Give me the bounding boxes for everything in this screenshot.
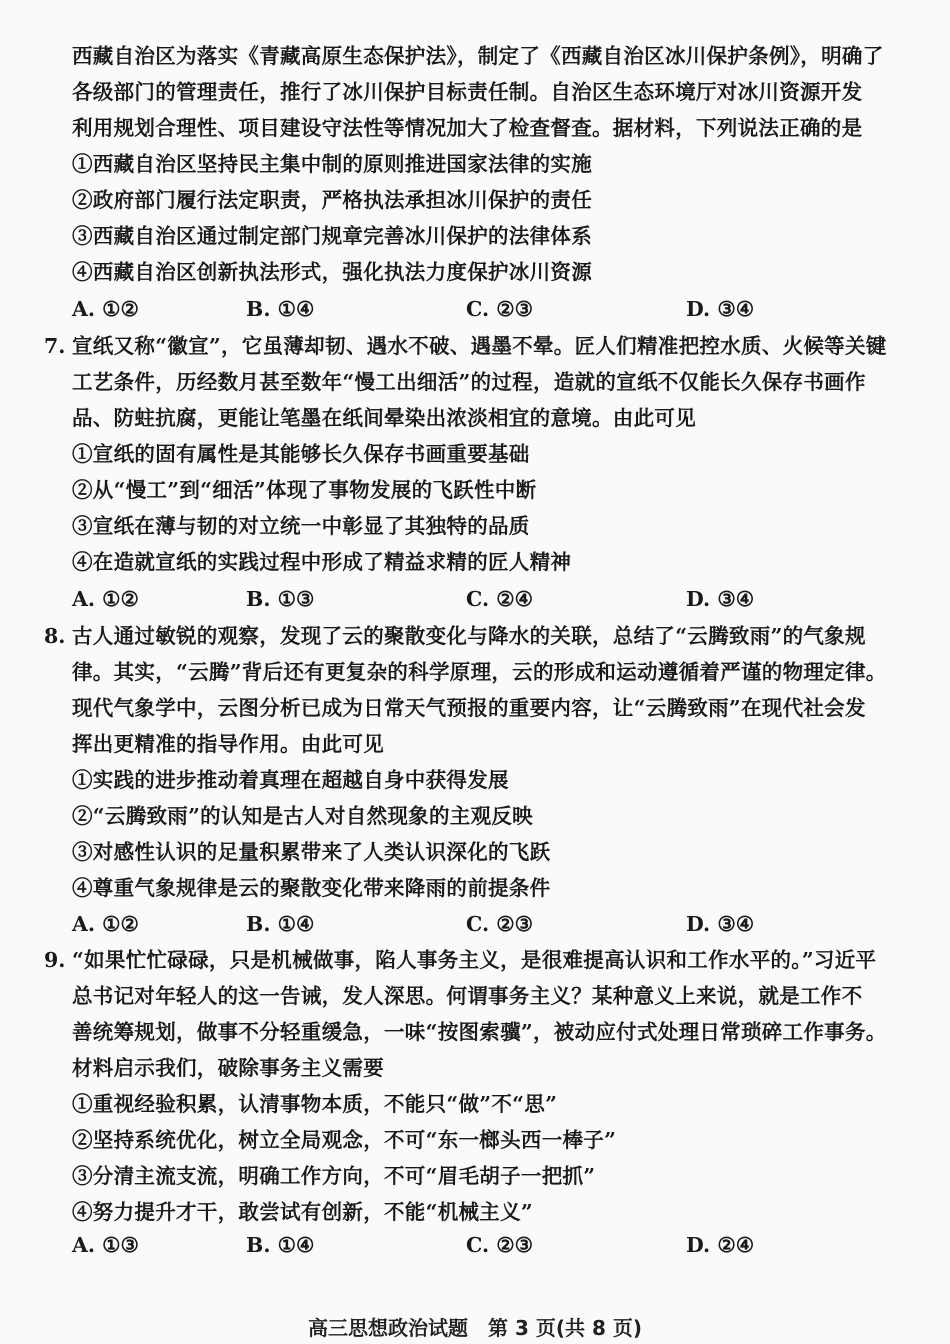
- q8-stem-line-1: 古人通过敏锐的观察，发现了云的聚散变化与降水的关联，总结了“云腾致雨”的气象规: [72, 624, 866, 648]
- q6-stem-line-2: 各级部门的管理责任，推行了冰川保护目标责任制。自治区生态环境厅对冰川资源开发: [72, 80, 863, 104]
- q6-item-2: ②政府部门履行法定职责，严格执法承担冰川保护的责任: [72, 188, 592, 212]
- q7-option-a[interactable]: A. ①②: [72, 587, 139, 611]
- q9-item-1: ①重视经验积累，认清事物本质，不能只“做”不“思”: [72, 1092, 558, 1116]
- page-footer-text: 高三思想政治试题 第 3 页(共 8 页): [308, 1316, 642, 1340]
- q7-option-b[interactable]: B. ①③: [246, 587, 315, 611]
- q8-option-d[interactable]: D. ③④: [686, 912, 755, 936]
- q7-option-d[interactable]: D. ③④: [686, 587, 755, 611]
- q8-item-2: ②“云腾致雨”的认知是古人对自然现象的主观反映: [72, 804, 533, 828]
- q8-number: 8.: [44, 624, 66, 648]
- q6-option-c[interactable]: C. ②③: [466, 297, 533, 321]
- q9-stem-line-1: “如果忙忙碌碌，只是机械做事，陷人事务主义，是很难提高认识和工作水平的。”习近平: [72, 948, 877, 972]
- q9-options: [72, 1230, 892, 1260]
- q9-number: 9.: [44, 948, 66, 972]
- q8-option-a[interactable]: A. ①②: [72, 912, 139, 936]
- q8-options: [72, 909, 892, 939]
- q9-item-3: ③分清主流支流，明确工作方向，不可“眉毛胡子一把抓”: [72, 1164, 596, 1188]
- q9-stem-line-4: 材料启示我们，破除事务主义需要: [72, 1056, 384, 1080]
- q9-stem-line-3: 善统筹规划，做事不分轻重缓急，一味“按图索骥”，被动应付式处理日常琐碎工作事务。: [72, 1020, 887, 1044]
- q7-item-3: ③宣纸在薄与韧的对立统一中彰显了其独特的品质: [72, 514, 530, 538]
- q7-stem-line-2: 工艺条件，历经数月甚至数年“慢工出细活”的过程，造就的宣纸不仅能长久保存书画作: [72, 370, 866, 394]
- q8-stem-line-3: 现代气象学中，云图分析已成为日常天气预报的重要内容，让“云腾致雨”在现代社会发: [72, 696, 866, 720]
- q7-item-1: ①宣纸的固有属性是其能够长久保存书画重要基础: [72, 442, 530, 466]
- q9-option-a[interactable]: A. ①③: [72, 1233, 139, 1257]
- q8-option-b[interactable]: B. ①④: [246, 912, 315, 936]
- q6-stem-line-3: 利用规划合理性、项目建设守法性等情况加大了检查督查。据材料，下列说法正确的是: [72, 116, 863, 140]
- q8-item-4: ④尊重气象规律是云的聚散变化带来降雨的前提条件: [72, 876, 551, 900]
- page-footer: [0, 1316, 950, 1344]
- q9-item-2: ②坚持系统优化，树立全局观念，不可“东一榔头西一棒子”: [72, 1128, 617, 1152]
- q8-item-3: ③对感性认识的足量积累带来了人类认识深化的飞跃: [72, 840, 551, 864]
- q9-item-4: ④努力提升才干，敢尝试有创新，不能“机械主义”: [72, 1200, 533, 1224]
- q6-option-d[interactable]: D. ③④: [686, 297, 755, 321]
- q7-options: [72, 584, 892, 614]
- q6-option-a[interactable]: A. ①②: [72, 297, 139, 321]
- q8-item-1: ①实践的进步推动着真理在超越自身中获得发展: [72, 768, 509, 792]
- q7-option-c[interactable]: C. ②④: [466, 587, 533, 611]
- q6-options: [72, 294, 892, 324]
- q7-stem-line-3: 品、防蛀抗腐，更能让笔墨在纸间晕染出浓淡相宜的意境。由此可见: [72, 406, 696, 430]
- q6-stem-line-1: 西藏自治区为落实《青藏高原生态保护法》，制定了《西藏自治区冰川保护条例》，明确了: [72, 44, 884, 68]
- q8-option-c[interactable]: C. ②③: [466, 912, 533, 936]
- q8-stem-line-2: 律。其实，“云腾”背后还有更复杂的科学原理，云的形成和运动遵循着严谨的物理定律。: [72, 660, 887, 684]
- q9-option-c[interactable]: C. ②③: [466, 1233, 533, 1257]
- q8-stem-line-4: 挥出更精准的指导作用。由此可见: [72, 732, 384, 756]
- q7-item-2: ②从“慢工”到“细活”体现了事物发展的飞跃性中断: [72, 478, 537, 502]
- q7-number: 7.: [44, 334, 66, 358]
- q6-item-1: ①西藏自治区坚持民主集中制的原则推进国家法律的实施: [72, 152, 592, 176]
- q9-option-d[interactable]: D. ②④: [686, 1233, 755, 1257]
- q9-option-b[interactable]: B. ①④: [246, 1233, 315, 1257]
- q7-item-4: ④在造就宣纸的实践过程中形成了精益求精的匠人精神: [72, 550, 572, 574]
- q6-option-b[interactable]: B. ①④: [246, 297, 315, 321]
- q6-item-4: ④西藏自治区创新执法形式，强化执法力度保护冰川资源: [72, 260, 592, 284]
- q9-stem-line-2: 总书记对年轻人的这一告诫，发人深思。何谓事务主义？某种意义上来说，就是工作不: [72, 984, 863, 1008]
- q6-item-3: ③西藏自治区通过制定部门规章完善冰川保护的法律体系: [72, 224, 592, 248]
- q7-stem-line-1: 宣纸又称“徽宣”，它虽薄却韧、遇水不破、遇墨不晕。匠人们精准把控水质、火候等关键: [72, 334, 887, 358]
